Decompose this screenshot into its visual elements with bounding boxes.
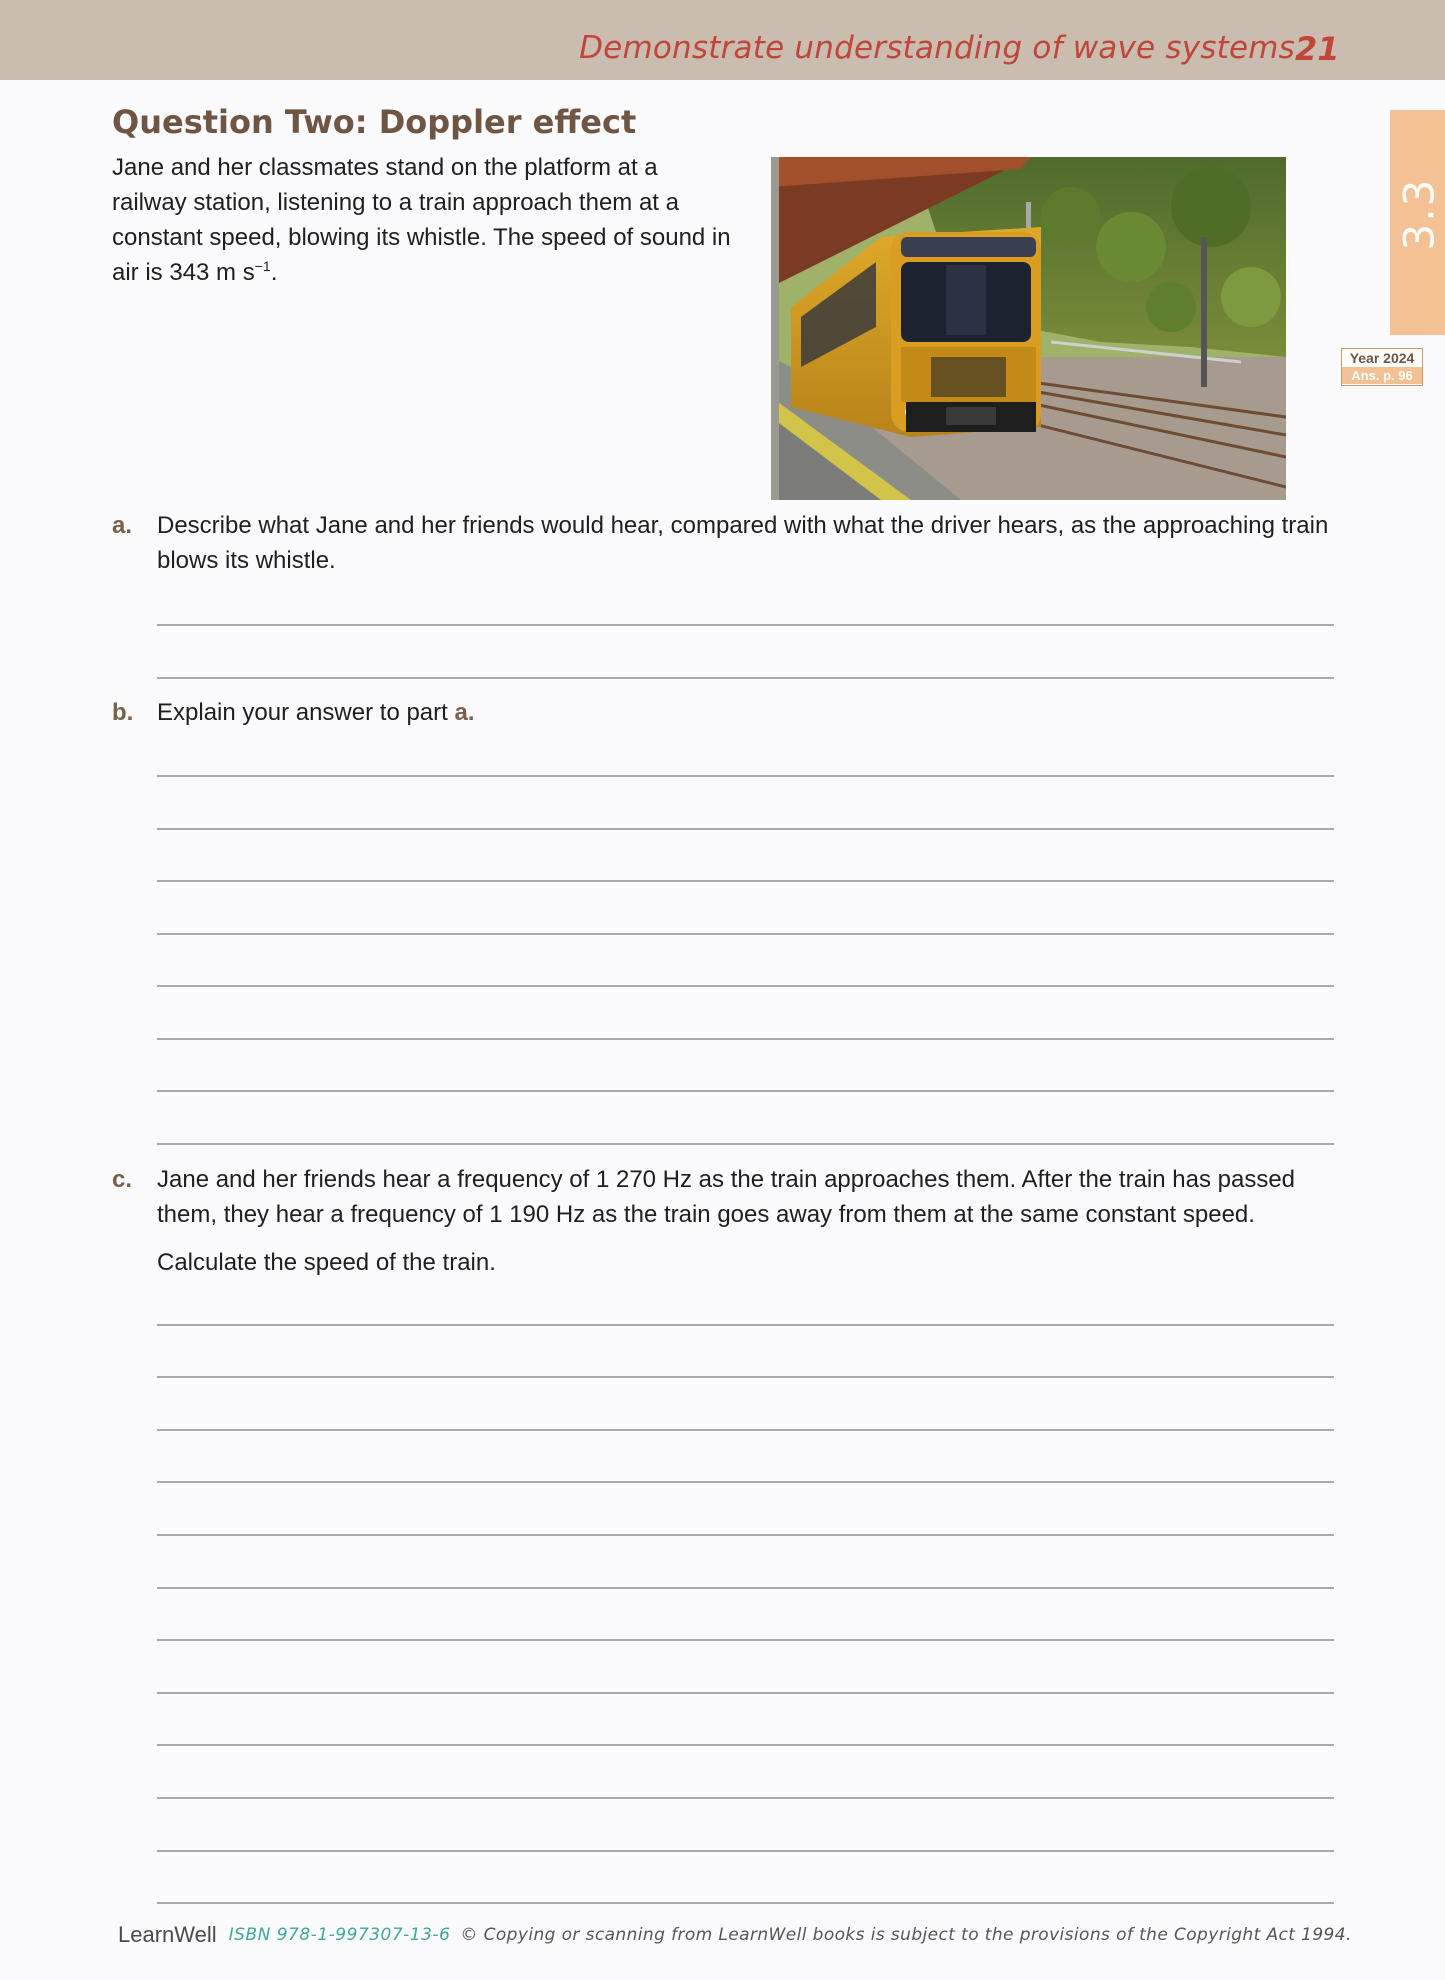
answer-line[interactable] — [157, 624, 1334, 626]
question-intro — [112, 150, 732, 290]
answer-line[interactable] — [157, 1850, 1334, 1852]
answer-line[interactable] — [157, 1429, 1334, 1431]
answer-line[interactable] — [157, 880, 1334, 882]
intro-exponent: −1 — [254, 258, 271, 274]
part-a-text: Describe what Jane and her friends would hear, compared with what the driver hears, as the approaching train blows its whistle. — [157, 512, 1329, 574]
answer-line[interactable] — [157, 1797, 1334, 1799]
intro-text: Jane and her classmates stand on the platform at a railway station, listening to a train approach them at a constant speed, blowing its whistle. The speed of sound in air is 343 m s — [112, 154, 731, 286]
answer-line[interactable] — [157, 775, 1334, 777]
part-a-letter: a. — [112, 512, 133, 539]
answer-line[interactable] — [157, 1143, 1334, 1145]
year-badge — [1341, 348, 1423, 386]
answer-line[interactable] — [157, 1692, 1334, 1694]
part-b-letter: b. — [112, 699, 134, 726]
answer-line[interactable] — [157, 1038, 1334, 1040]
answer-line[interactable] — [157, 1090, 1334, 1092]
badge-year: Year 2024 — [1349, 350, 1415, 366]
part-c-instruction: Calculate the speed of the train. — [157, 1249, 496, 1276]
part-b-text — [157, 695, 1337, 730]
page-number: 21 — [1295, 30, 1340, 68]
answer-line[interactable] — [157, 1534, 1334, 1536]
answer-line[interactable] — [157, 1324, 1334, 1326]
answer-line[interactable] — [157, 828, 1334, 830]
part-b-question: Explain your answer to part — [157, 699, 455, 726]
question-title: Question Two: Doppler effect — [112, 103, 637, 141]
answer-line[interactable] — [157, 677, 1334, 679]
intro-end: . — [270, 259, 278, 286]
section-number: 3.3 — [1394, 177, 1444, 251]
answer-line[interactable] — [157, 1481, 1334, 1483]
answer-line[interactable] — [157, 1902, 1334, 1904]
footer — [112, 1920, 1352, 1950]
footer-isbn: ISBN 978-1-997307-13-6 — [228, 1925, 451, 1945]
part-c-text: Jane and her friends hear a frequency of 1 270 Hz as the train approaches them. After the train has passed them, they hear a frequency of 1 190 Hz as the train goes away from them at the same constant speed. — [157, 1166, 1296, 1228]
badge-answers: Ans. p. 96 — [1342, 367, 1422, 384]
train-photo — [771, 157, 1286, 500]
footer-copyright: © Copying or scanning from LearnWell books is subject to the provisions of the Copyright Act 1994. — [460, 1925, 1352, 1945]
answer-line[interactable] — [157, 1587, 1334, 1589]
answer-line[interactable] — [157, 1744, 1334, 1746]
answer-line[interactable] — [157, 933, 1334, 935]
answer-line[interactable] — [157, 985, 1334, 987]
answer-line[interactable] — [157, 1639, 1334, 1641]
running-head: Demonstrate understanding of wave systems — [579, 30, 1295, 66]
part-c-letter: c. — [112, 1166, 133, 1193]
part-b-reference: a. — [454, 699, 475, 726]
footer-brand: LearnWell — [118, 1922, 217, 1947]
answer-line[interactable] — [157, 1376, 1334, 1378]
